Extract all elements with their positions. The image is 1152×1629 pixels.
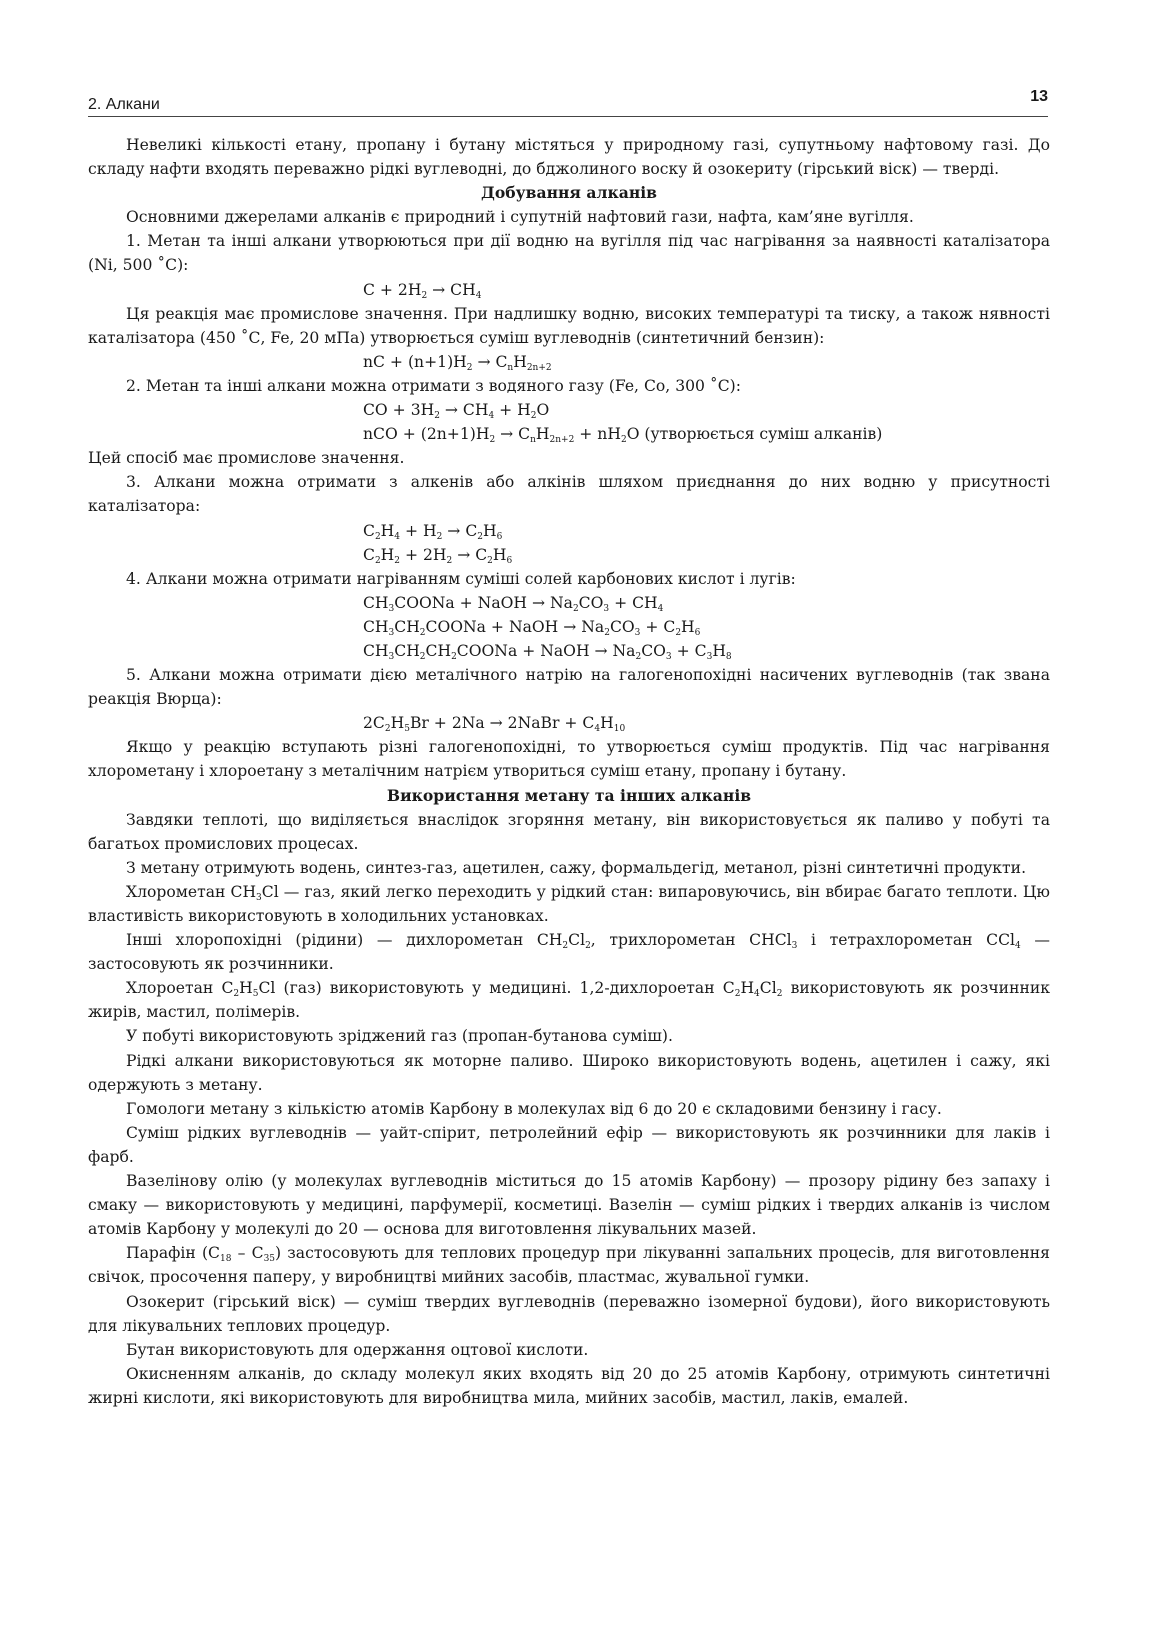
paragraph: Завдяки теплоті, що виділяється внаслідок згоряння метану, він використовується як паливо у побуті та багатьох промислових процесах.: [88, 810, 1050, 853]
chapter-title: 2. Алкани: [88, 96, 160, 113]
chemical-equation: $CH_3COONa$ + NaOH → $Na_2CO_3 + CH_4$: [363, 593, 664, 614]
chemical-equation: $CH_3CH_2COONa$ + NaOH → $Na_2CO_3 + C_2H_6$: [363, 617, 701, 638]
paragraph: 3. Алкани можна отримати з алкенів або алкінів шляхом приєднання до них водню у присутності каталізатора:: [88, 473, 1050, 516]
paragraph: Основними джерелами алканів є природний і супутній нафтовий гази, нафта, кам’яне вугілля.: [126, 208, 914, 227]
paragraph: Ця реакція має промислове значення. При надлишку водню, високих температурі та тиску, а також нявності каталізатора (450 ˚С, Fe, 20 мПа) утворюється суміш вуглеводнів (синтетичний бензин):: [88, 304, 1050, 347]
paragraph: 1. Метан та інші алкани утворюються при дії водню на вугілля під час нагрівання за наявності каталізатора (Ni, 500 ˚С):: [88, 232, 1050, 275]
paragraph: З метану отримують водень, синтез-газ, ацетилен, сажу, формальдегід, метанол, різні синтетичні продукти.: [126, 858, 1027, 877]
document-body: [88, 133, 1050, 1410]
paragraph: Хлорометан $CH_3Cl$ — газ, який легко переходить у рідкий стан: випаровуючись, він вбирає багато теплоти. Цю властивість використовують в холодильних установках.: [88, 882, 1050, 925]
paragraph: Гомологи метану з кількістю атомів Карбону в молекулах від 6 до 20 є складовими бензину і гасу.: [126, 1099, 942, 1118]
paragraph: Вазелінову олію (у молекулах вуглеводнів міститься до 15 атомів Карбону) — прозору рідину без запаху і смаку — використовують у медицині, парфумерії, косметиці. Вазелін — суміш рідких і твердих алканів із числом атомів Карбону у молекулі до 20 — основа для виготовлення лікувальних мазей.: [88, 1172, 1050, 1239]
paragraph: Цей спосіб має промислове значення.: [88, 449, 405, 468]
paragraph: 4. Алкани можна отримати нагріванням суміші солей карбонових кислот і лугів:: [126, 569, 796, 588]
paragraph: Бутан використовують для одержання оцтової кислоти.: [126, 1340, 589, 1359]
chemical-equation: $C_2H_4 + H_2 \to C_2H_6$: [363, 521, 503, 542]
paragraph: Окисненням алканів, до складу молекул яких входять від 20 до 25 атомів Карбону, отримують синтетичні жирні кислоти, які використовують для виробництва мила, мийних засобів, мастил, лаків, емалей.: [88, 1364, 1050, 1407]
chemical-equation: nCO + $(2n+1)H_2 \to C_nH_{2n+2} + nH_2O$ (утворюється суміш алканів): [363, 425, 883, 446]
chemical-equation: $CH_3CH_2CH_2COONa$ + NaOH → $Na_2CO_3 + C_3H_8$: [363, 641, 732, 662]
paragraph: У побуті використовують зріджений газ (пропан-бутанова суміш).: [126, 1027, 673, 1046]
paragraph: Суміш рідких вуглеводнів — уайт-спірит, петролейний ефір — використовують як розчинники для лаків і фарб.: [88, 1123, 1050, 1166]
paragraph: Рідкі алкани використовуються як моторне паливо. Широко використовують водень, ацетилен і сажу, які одержують з метану.: [88, 1051, 1050, 1094]
section-heading: Використання метану та інших алканів: [386, 785, 752, 805]
page-header: [88, 88, 1048, 117]
chemical-equation: nC + $(n+1)H_2 \to C_nH_{2n+2}$: [363, 352, 552, 373]
paragraph: Хлороетан $C_2H_5Cl$ (газ) використовують у медицині. 1,2-дихлороетан $C_2H_4Cl_2$ використовують як розчинник жирів, мастил, полімерів.: [88, 979, 1051, 1022]
paragraph: Якщо у реакцію вступають різні галогенопохідні, то утворюється суміш продуктів. Під час нагрівання хлорометану і хлороетану з металічним натрієм утвориться суміш етану, пропану і бутану.: [88, 738, 1050, 781]
paragraph: 5. Алкани можна отримати дією металічного натрію на галогенопохідні насичених вуглеводнів (так звана реакція Вюрца):: [88, 666, 1050, 709]
chemical-equation: $2C_2H_5Br + 2Na$ → 2NaBr + $C_4H_{10}$: [363, 714, 626, 735]
paragraph: Озокерит (гірський віск) — суміш твердих вуглеводнів (переважно ізомерної будови), його використовують для лікувальних теплових процедур.: [88, 1292, 1050, 1335]
paragraph: Парафін $(C_{18} - C_{35})$ застосовують для теплових процедур при лікуванні запальних процесів, для виготовлення свічок, просочення паперу, у виробництві мийних засобів, пластмас, жувальної гумки.: [88, 1244, 1051, 1287]
chemical-equation: $C + 2H_2 \to CH_4$: [363, 280, 482, 301]
paragraph: Інші хлоропохідні (рідини) — дихлорометан $CH_2Cl_2$, трихлорометан CHCl$_3$ і тетрахлорометан CCl$_4$ — застосовують як розчинники.: [88, 931, 1050, 974]
chemical-equation: $C_2H_2 + 2H_2 \to C_2H_6$: [363, 545, 513, 566]
chemical-equation: CO + $3H_2 \to CH_4 + H_2O$: [363, 401, 550, 422]
page-number: 13: [1030, 88, 1048, 105]
section-heading: Добування алканів: [480, 183, 657, 203]
paragraph: 2. Метан та інші алкани можна отримати з водяного газу (Fe, Co, 300 ˚С):: [126, 376, 741, 395]
paragraph: Невеликі кількості етану, пропану і бутану містяться у природному газі, супутньому нафтовому газі. До складу нафти входять переважно рідкі вуглеводні, до бджолиного воску й озокериту (гірський віск) — тверді.: [88, 136, 1050, 179]
